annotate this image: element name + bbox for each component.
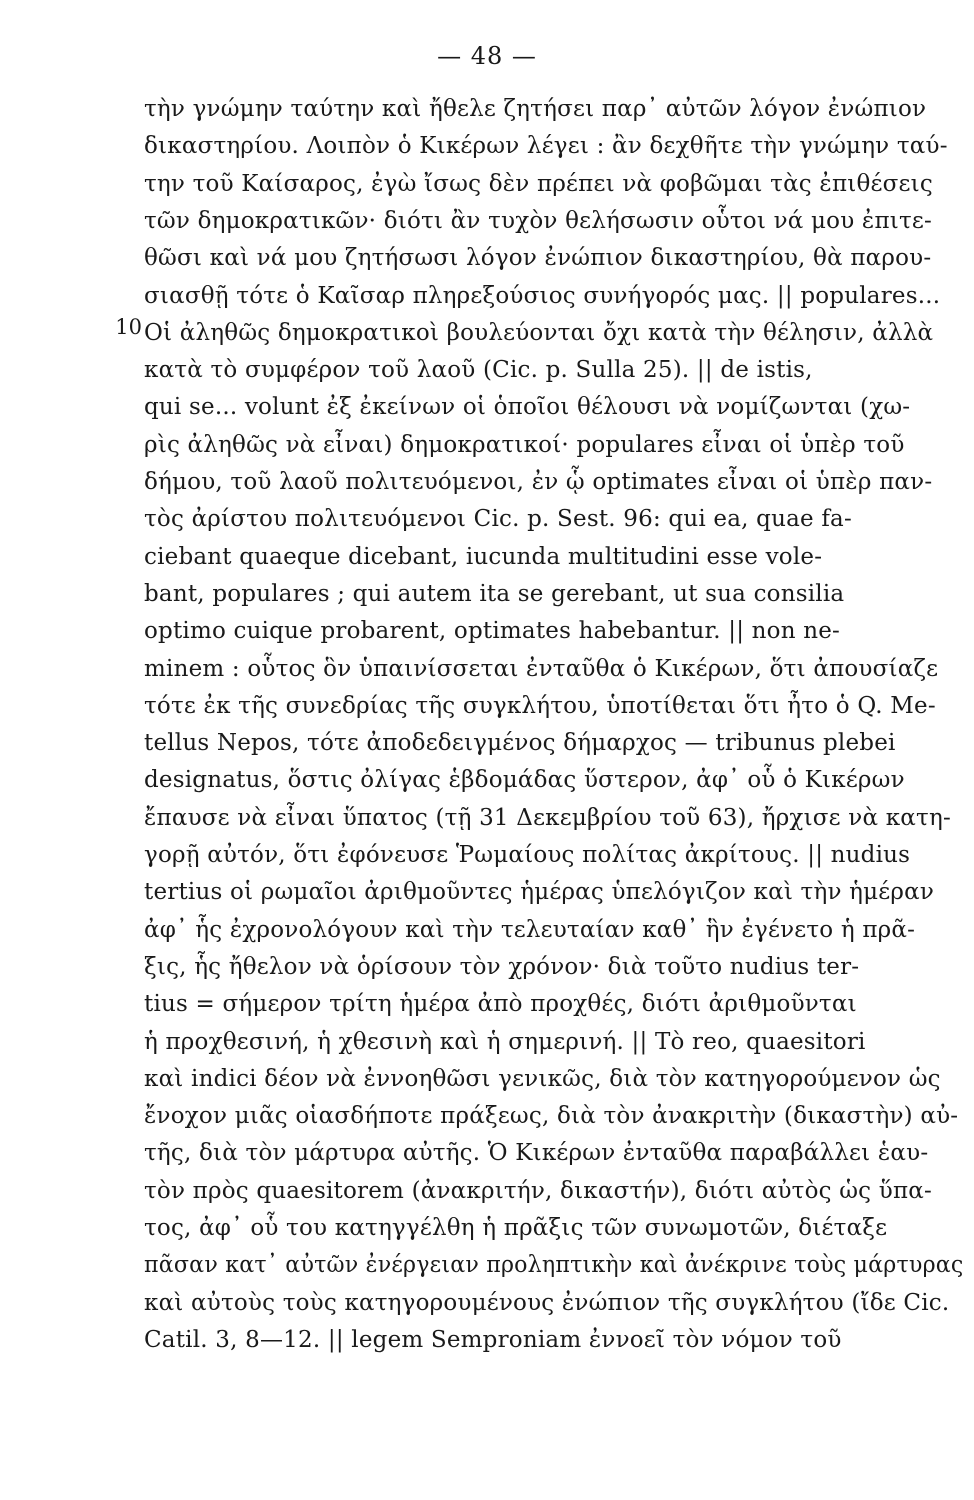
text-line: tellus Nepos, τότε ἀποδεδειγμένος δήμαρχος — tribunus plebei <box>144 730 896 757</box>
text-line: τὴν γνώμην ταύτην καὶ ἤθελε ζητήσει παρ᾽ αὐτῶν λόγον ἐνώπιον <box>144 96 927 122</box>
text-line: ἀφ᾽ ἧς ἐχρονολόγουν καὶ τὴν τελευταίαν καθ᾽ ἣν ἐγένετο ἡ πρᾶ- <box>144 916 916 943</box>
text-line: πᾶσαν κατ᾽ αὐτῶν ἐνέργειαν προληπτικὴν καὶ ἀνέκρινε τοὺς μάρτυρας <box>144 1252 964 1279</box>
text-line: τότε ἐκ τῆς συνεδρίας τῆς συγκλήτου, ὑποτίθεται ὅτι ἦτο ὁ Q. Me- <box>144 692 936 719</box>
text-line: Catil. 3, 8—12. || legem Semproniam ἐννοεῖ τὸν νόμον τοῦ <box>144 1326 842 1353</box>
text-line: ρὶς ἀληθῶς νὰ εἶναι) δημοκρατικοί· populares εἶναι οἱ ὑπὲρ τοῦ <box>144 431 905 458</box>
text-line: ἔνοχον μιᾶς οἱασδήποτε πράξεως, διὰ τὸν ἀνακριτὴν (δικαστὴν) αὐ- <box>144 1103 959 1130</box>
text-line: qui se... volunt ἐξ ἐκείνων οἱ ὁποῖοι θέλουσι νὰ νομίζωνται (χω- <box>144 394 911 421</box>
text-line: τῆς, διὰ τὸν μάρτυρα αὐτῆς. Ὁ Κικέρων ἐνταῦθα παραβάλλει ἑαυ- <box>144 1140 929 1167</box>
text-line: τῶν δημοκρατικῶν· διότι ἂν τυχὸν θελήσωσιν οὗτοι νά μου ἐπιτε- <box>144 207 932 234</box>
text-line: θῶσι καὶ νά μου ζητήσωσι λόγον ἐνώπιον δικαστηρίου, θὰ παρου- <box>144 245 932 272</box>
text-line: σιασθῇ τότε ὁ Καῖσαρ πληρεξούσιος συνήγορός μας. || populares... <box>144 282 941 309</box>
line-number-marker: 10 <box>115 315 142 339</box>
text-line: ἡ προχθεσινή, ἡ χθεσινὴ καὶ ἡ σημερινή. || Τὸ reo, quaesitori <box>144 1028 866 1055</box>
text-line: την τοῦ Καίσαρος, ἐγὼ ἴσως δὲν πρέπει νὰ φοβῶμαι τὰς ἐπιθέσεις <box>144 170 933 197</box>
text-line: τὸν πρὸς quaesitorem (ἀνακριτήν, δικαστήν), διότι αὐτὸς ὡς ὕπα- <box>144 1177 932 1204</box>
text-line: κατὰ τὸ συμφέρον τοῦ λαοῦ (Cic. p. Sulla 25). || de istis, <box>144 357 813 384</box>
text-line: δικαστηρίου. Λοιπὸν ὁ Κικέρων λέγει : ἂν δεχθῆτε τὴν γνώμην ταύ- <box>144 133 948 160</box>
text-line: ξις, ἧς ἤθελον νὰ ὁρίσουν τὸν χρόνον· διὰ τοῦτο nudius ter- <box>144 953 860 980</box>
text-line: τος, ἀφ᾽ οὗ του κατηγγέλθη ἡ πρᾶξις τῶν συνωμοτῶν, διέταξε <box>144 1215 888 1241</box>
text-line: Οἱ ἀληθῶς δημοκρατικοὶ βουλεύονται ὄχι κατὰ τὴν θέλησιν, ἀλλὰ <box>144 319 934 346</box>
text-line: minem : οὗτος ὃν ὑπαινίσσεται ἐνταῦθα ὁ Κικέρων, ὅτι ἀπουσίαζε <box>144 655 939 682</box>
text-line: καὶ αὐτοὺς τοὺς κατηγορουμένους ἐνώπιον τῆς συγκλήτου (ἴδε Cic. <box>144 1289 950 1316</box>
text-line: tertius οἱ ρωμαῖοι ἀριθμοῦντες ἡμέρας ὑπελόγιζον καὶ τὴν ἡμέραν <box>144 879 935 906</box>
text-line: γορῇ αὐτόν, ὅτι ἐφόνευσε Ῥωμαίους πολίτας ἀκρίτους. || nudius <box>144 842 911 868</box>
text-line: designatus, ὅστις ὀλίγας ἑβδομάδας ὕστερον, ἀφ᾽ οὗ ὁ Κικέρων <box>144 767 905 794</box>
text-line: ἔπαυσε νὰ εἶναι ὕπατος (τῇ 31 Δεκεμβρίου τοῦ 63), ἤρχισε νὰ κατη- <box>144 804 951 831</box>
text-line: tius = σήμερον τρίτη ἡμέρα ἀπὸ προχθές, διότι ἀριθμοῦνται <box>144 991 857 1018</box>
text-line: optimo cuique probarent, optimates habebantur. || non ne- <box>144 618 841 645</box>
text-line: δήμου, τοῦ λαοῦ πολιτευόμενοι, ἐν ᾧ optimates εἶναι οἱ ὑπὲρ παν- <box>144 469 933 495</box>
text-line: ciebant quaeque dicebant, iucunda multitudini esse vole- <box>144 543 823 570</box>
text-line: τὸς ἀρίστου πολιτευόμενοι Cic. p. Sest. 96: qui ea, quae fa- <box>144 506 852 533</box>
page-number: — 48 — <box>437 42 537 70</box>
text-line: καὶ indici δέον νὰ ἐννοηθῶσι γενικῶς, διὰ τὸν κατηγορούμενον ὡς <box>144 1065 941 1092</box>
text-line: bant, populares ; qui autem ita se gerebant, ut sua consilia <box>144 580 845 607</box>
